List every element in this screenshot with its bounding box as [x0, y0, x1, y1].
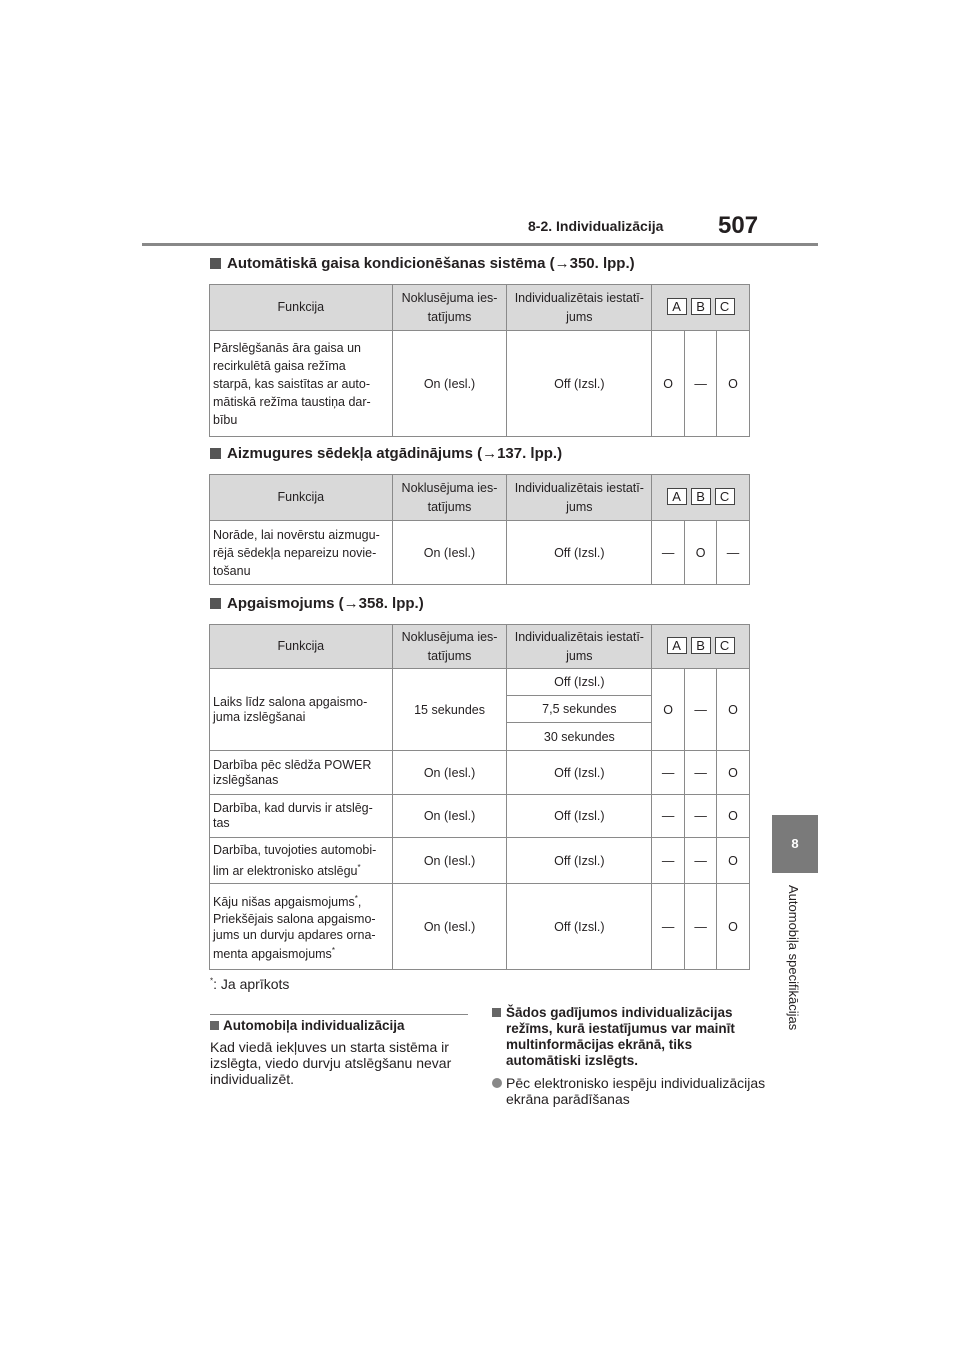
c-cell: O [717, 838, 750, 884]
custom-cell: Off (Izsl.) [507, 331, 652, 437]
col-header-default: Noklusējuma ies- tatījums [392, 475, 507, 521]
section-title-text: Apgaismojums (→358. lpp.) [227, 595, 424, 612]
custom-cell: Off (Izsl.) [507, 669, 652, 696]
footnote: *: Ja aprīkots [210, 976, 290, 992]
c-cell: O [717, 331, 750, 437]
col-header-default: Noklusējuma ies- tatījums [392, 625, 507, 669]
note-rule-left [210, 1014, 468, 1015]
b-cell: — [685, 795, 717, 838]
default-cell: On (Iesl.) [392, 795, 507, 838]
b-cell: — [685, 331, 717, 437]
section-title-ac [210, 255, 635, 272]
note-left-title: Automobiļa individualizācija [210, 1018, 405, 1033]
circle-bullet-icon [492, 1078, 502, 1088]
table-lighting [209, 624, 750, 970]
b-cell: — [685, 884, 717, 970]
col-header-abc: A B C [652, 625, 750, 669]
a-cell: — [652, 751, 685, 795]
function-cell: Pārslēgšanās āra gaisa un recirkulētā gaisa režīma starpā, kas saistītas ar auto- mātiskā režīma taustiņa dar- bību [210, 331, 393, 437]
default-cell: On (Iesl.) [392, 751, 507, 795]
a-cell: — [652, 521, 685, 585]
function-cell: Laiks līdz salona apgaismo- juma izslēgšanai [210, 669, 393, 751]
section-title-text: Automātiskā gaisa kondicionēšanas sistēma (→350. lpp.) [227, 255, 635, 272]
note-right-title: Šādos gadījumos individualizācijas režīms, kurā iestatījumus var mainīt multinformācijas ekrānā, tiks automātiski izslēgts. [492, 1005, 768, 1069]
col-header-function: Funkcija [210, 475, 393, 521]
col-header-default: Noklusējuma ies- tatījums [392, 285, 507, 331]
square-bullet-icon [210, 448, 221, 459]
col-header-abc: A B C [652, 285, 750, 331]
c-cell: — [717, 521, 750, 585]
col-header-custom: Individualizētais iestatī- jums [507, 475, 652, 521]
default-cell: On (Iesl.) [392, 331, 507, 437]
header-section: 8-2. Individualizācija [528, 218, 664, 234]
col-header-function: Funkcija [210, 625, 393, 669]
table-rear-seat [209, 474, 750, 585]
col-header-custom: Individualizētais iestatī- jums [507, 285, 652, 331]
b-cell: — [685, 751, 717, 795]
b-cell: — [685, 669, 717, 751]
square-bullet-icon [492, 1008, 501, 1017]
table-ac [209, 284, 750, 437]
a-cell: — [652, 838, 685, 884]
a-cell: O [652, 331, 685, 437]
default-cell: On (Iesl.) [392, 884, 507, 970]
b-cell: O [685, 521, 717, 585]
square-bullet-icon [210, 258, 221, 269]
section-title-lighting [210, 595, 424, 612]
a-cell: — [652, 884, 685, 970]
function-cell: Darbība, kad durvis ir atslēg- tas [210, 795, 393, 838]
b-cell: — [685, 838, 717, 884]
c-cell: O [717, 795, 750, 838]
a-cell: O [652, 669, 685, 751]
function-cell: Kāju nišas apgaismojums*, Priekšējais salona apgaismo- jums un durvju apdares orna- menta apgaismojums* [210, 884, 393, 970]
c-cell: O [717, 669, 750, 751]
col-header-custom: Individualizētais iestatī- jums [507, 625, 652, 669]
function-cell: Darbība, tuvojoties automobi- lim ar elektronisko atslēgu* [210, 838, 393, 884]
col-header-function: Funkcija [210, 285, 393, 331]
custom-cell: Off (Izsl.) [507, 884, 652, 970]
custom-cell: Off (Izsl.) [507, 838, 652, 884]
custom-cell: Off (Izsl.) [507, 751, 652, 795]
function-cell: Darbība pēc slēdža POWER izslēgšanas [210, 751, 393, 795]
default-cell: On (Iesl.) [392, 838, 507, 884]
note-left-text: Kad viedā iekļuves un starta sistēma ir izslēgta, viedo durvju atslēgšanu nevar individualizēt. [210, 1039, 452, 1087]
c-cell: O [717, 751, 750, 795]
default-cell: On (Iesl.) [392, 521, 507, 585]
note-right-bullet: Pēc elektronisko iespēju individualizācijas ekrāna parādīšanas [492, 1075, 768, 1107]
section-title-rear-seat [210, 445, 562, 462]
default-cell: 15 sekundes [392, 669, 507, 751]
section-title-text: Aizmugures sēdekļa atgādinājums (→137. lpp.) [227, 445, 563, 462]
page-number: 507 [718, 212, 759, 239]
custom-cell: Off (Izsl.) [507, 795, 652, 838]
chapter-tab: 8 [772, 815, 818, 873]
col-header-abc: A B C [652, 475, 750, 521]
custom-cell: Off (Izsl.) [507, 521, 652, 585]
chapter-tab-label: Automobiļa specifikācijas [786, 885, 801, 1031]
header-rule [142, 243, 818, 246]
custom-cell: 30 sekundes [507, 723, 652, 751]
a-cell: — [652, 795, 685, 838]
square-bullet-icon [210, 598, 221, 609]
function-cell: Norāde, lai novērstu aizmugu- rējā sēdekļa nepareizu novie- tošanu [210, 521, 393, 585]
custom-cell: 7,5 sekundes [507, 696, 652, 723]
c-cell: O [717, 884, 750, 970]
square-bullet-icon [210, 1021, 219, 1030]
